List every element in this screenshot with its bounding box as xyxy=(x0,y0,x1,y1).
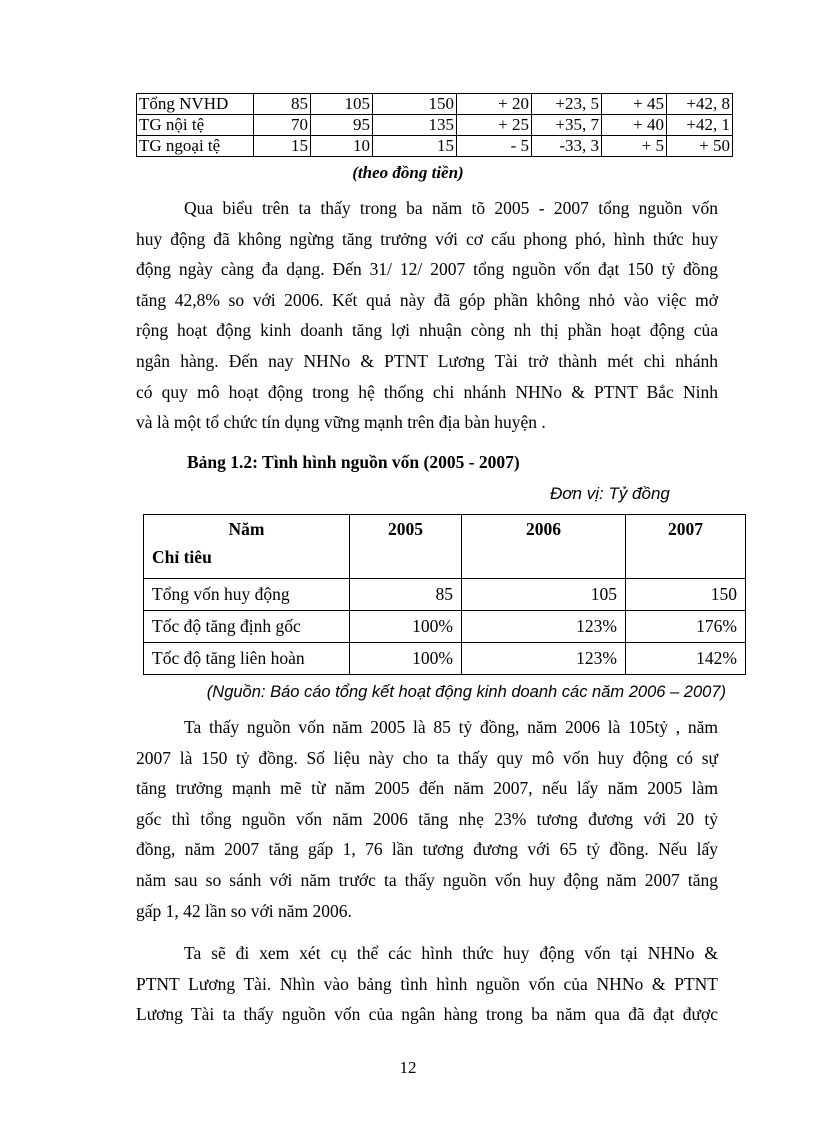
header-item: Chỉ tiêu xyxy=(144,547,350,579)
row-label: TG nội tệ xyxy=(137,115,254,136)
text-line: PTNT Lương Tài. Nhìn vào bảng tình hình nguồn vốn của NHNo & PTNT xyxy=(136,973,718,994)
cell: +42, 8 xyxy=(667,94,733,115)
cell: + 40 xyxy=(602,115,667,136)
cell: -33, 3 xyxy=(532,136,602,157)
table-title: Bảng 1.2: Tình hình nguồn vốn (2005 - 2007) xyxy=(187,452,520,472)
cell: 100% xyxy=(350,611,462,643)
cell: 176% xyxy=(626,611,746,643)
text-line: đồng, năm 2007 tăng gấp 1, 76 lần tương đương với 65 tỷ đồng. Nếu lấy xyxy=(136,839,718,860)
cell: +35, 7 xyxy=(532,115,602,136)
cell: 123% xyxy=(462,611,626,643)
cell: 100% xyxy=(350,643,462,675)
text-line: ngân hàng. Đến nay NHNo & PTNT Lương Tài trở thành mét chi nhánh xyxy=(136,350,718,371)
text-line: Ta sẽ đi xem xét cụ thể các hình thức huy động vốn tại NHNo & xyxy=(184,943,718,963)
text-line: năm sau so sánh với năm trước ta thấy nguồn vốn huy động năm 2007 tăng xyxy=(136,869,718,890)
table-row xyxy=(137,136,733,157)
text-line: có quy mô hoạt động trong hệ thống chi nhánh NHNo & PTNT Bắc Ninh xyxy=(136,381,718,402)
paragraph-2 xyxy=(136,712,718,926)
text-line: động ngày càng đa dạng. Đến 31/ 12/ 2007 tổng nguồn vốn đạt 150 tỷ đồng xyxy=(136,259,718,280)
text-line: tăng 42,8% so với 2006. Kết quả này đã góp phần không nhỏ vào việc mở xyxy=(136,289,718,310)
cell: 142% xyxy=(626,643,746,675)
cell: 135 xyxy=(373,115,457,136)
cell: 85 xyxy=(350,579,462,611)
text-line: Lương Tài ta thấy nguồn vốn của ngân hàng trong ba năm qua đã đạt được xyxy=(136,1004,718,1025)
cell: +42, 1 xyxy=(667,115,733,136)
text-line: và là một tổ chức tín dụng vững mạnh trên địa bàn huyện . xyxy=(136,412,546,433)
cell: 105 xyxy=(462,579,626,611)
cell: 105 xyxy=(311,94,373,115)
row-label: Tổng NVHD xyxy=(137,94,254,115)
table-row xyxy=(144,643,746,675)
cell: + 50 xyxy=(667,136,733,157)
table-unit: Đơn vị: Tỷ đồng xyxy=(550,484,670,503)
capital-table xyxy=(143,514,746,675)
cell: + 25 xyxy=(457,115,532,136)
table-row xyxy=(137,94,733,115)
row-label: Tốc độ tăng định gốc xyxy=(144,611,350,643)
cell: 15 xyxy=(254,136,311,157)
cell: 10 xyxy=(311,136,373,157)
paragraph-1 xyxy=(136,193,718,438)
paragraph-3 xyxy=(136,938,718,1030)
text-line: gốc thì tổng nguồn vốn năm 2006 tăng nhẹ 23% tương đương với 20 tỷ xyxy=(136,808,718,829)
header-col: 2006 xyxy=(462,515,626,579)
header-year: Năm xyxy=(144,515,350,547)
cell: + 20 xyxy=(457,94,532,115)
cell: 150 xyxy=(626,579,746,611)
row-label: TG ngoại tệ xyxy=(137,136,254,157)
table-source: (Nguồn: Báo cáo tổng kết hoạt động kinh doanh các năm 2006 – 2007) xyxy=(206,683,726,701)
cell: - 5 xyxy=(457,136,532,157)
row-label: Tổng vốn huy động xyxy=(144,579,350,611)
cell: + 45 xyxy=(602,94,667,115)
header-col: 2007 xyxy=(626,515,746,579)
cell: 70 xyxy=(254,115,311,136)
cell: 15 xyxy=(373,136,457,157)
row-label: Tốc độ tăng liên hoàn xyxy=(144,643,350,675)
table-row xyxy=(144,611,746,643)
cell: 95 xyxy=(311,115,373,136)
cell: + 5 xyxy=(602,136,667,157)
cell: 123% xyxy=(462,643,626,675)
text-line: Qua biểu trên ta thấy trong ba năm tõ 2005 - 2007 tổng nguồn vốn xyxy=(184,198,718,218)
table-row xyxy=(137,115,733,136)
cell: +23, 5 xyxy=(532,94,602,115)
table-header-row xyxy=(144,515,746,547)
text-line: 2007 là 150 tỷ đồng. Số liệu này cho ta thấy quy mô vốn huy động có sự xyxy=(136,747,718,768)
page-number: 12 xyxy=(399,1058,417,1077)
text-line: tăng trưởng mạnh mẽ từ năm 2005 đến năm 2007, nếu lấy năm 2005 làm xyxy=(136,778,718,799)
table-row xyxy=(144,579,746,611)
cell: 150 xyxy=(373,94,457,115)
text-line: huy động đã không ngừng tăng trưởng với cơ cấu phong phó, hình thức huy xyxy=(136,228,718,249)
text-line: gấp 1, 42 lần so với năm 2006. xyxy=(136,900,352,921)
text-line: rộng hoạt động kinh doanh tăng lợi nhuận còng nh thị phần hoạt động của xyxy=(136,320,718,341)
table-caption: (theo đồng tiền) xyxy=(352,163,464,182)
top-table xyxy=(136,93,733,157)
header-col: 2005 xyxy=(350,515,462,579)
cell: 85 xyxy=(254,94,311,115)
text-line: Ta thấy nguồn vốn năm 2005 là 85 tỷ đồng, năm 2006 là 105tỷ , năm xyxy=(184,717,718,737)
